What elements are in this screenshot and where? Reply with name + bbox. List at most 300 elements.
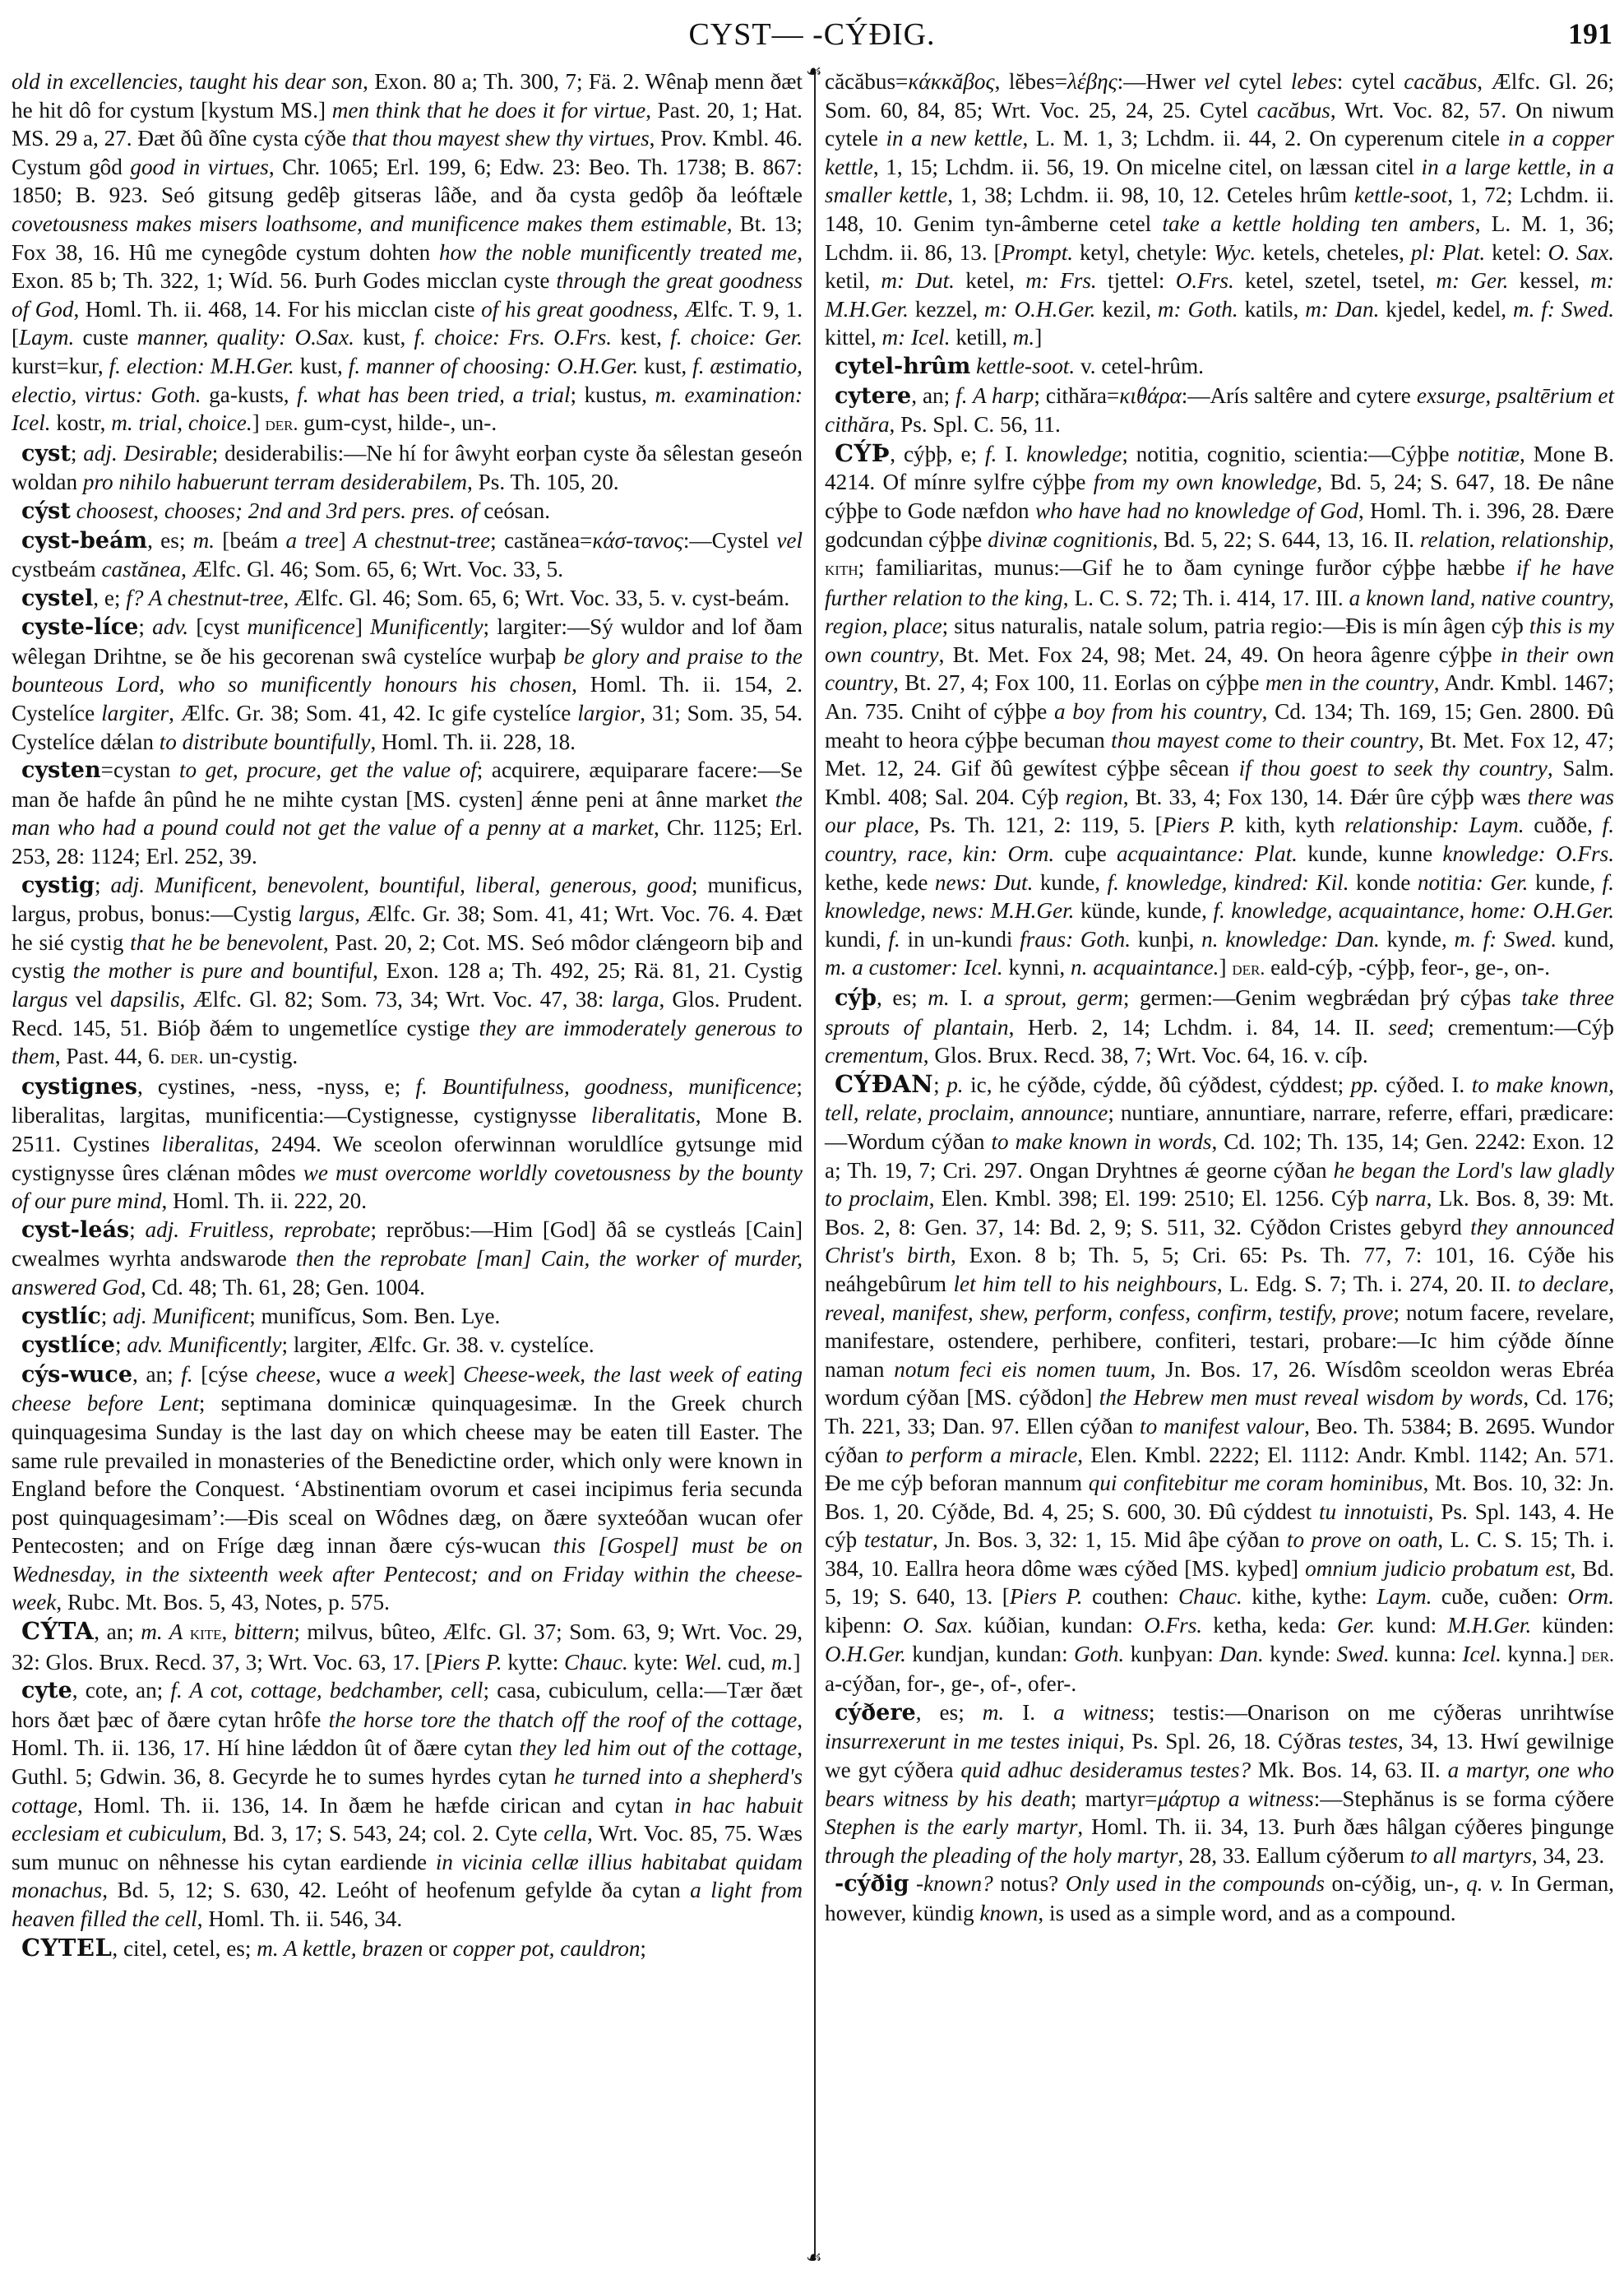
entry-text: [beám [215,527,286,553]
entry-text: : cytel [1336,69,1404,94]
entry-text: kurst=kur, [12,353,109,378]
entry-italic-text: largiter [101,701,169,726]
entry-text: cud, [722,1649,772,1675]
entry-text: kithe, kythe: [1242,1584,1377,1610]
entry-italic-text: in vicinia cellæ illius habitabat quidam monachus [12,1849,803,1903]
entry-italic-text: in a new kettle [886,126,1023,151]
entry-italic-text: vel [1204,69,1230,94]
entry-italic-text: m: M.H.Ger. [825,268,1614,322]
entry-italic-text: quid adhuc desideramus testes? [960,1758,1252,1783]
entry-italic-text: cacăbus [1404,69,1478,94]
entry-text: , Homl. Th. ii. 34, 13. Þurh ðæs hâlgan cýðeres þingunge [1077,1814,1614,1840]
entry-text: kunde, kunne [1297,841,1443,867]
entry-italic-text: adv. Munificently [127,1332,282,1358]
entry-italic-text: O.Frs. [1175,268,1234,294]
headword: cyst-leás [21,1216,130,1243]
entry-italic-text: n. knowledge: Dan. [1201,926,1380,952]
entry-italic-text: Wel. [683,1649,723,1675]
entry-italic-text: fraus: Goth. [1020,926,1131,952]
entry-text: ; [94,872,111,897]
entry-text: ; [129,1216,146,1242]
entry-text: kundjan, kundan: [905,1641,1075,1666]
entry-italic-text: adj. Munificent [113,1303,250,1328]
entry-text: kund, [1557,926,1614,952]
entry-italic-text: Laym. [19,325,75,350]
entry-italic-text: the man who had a pound could not get the value of a penny at a market [12,786,803,841]
entry-italic-text: notitia: Ger. [1417,869,1529,895]
entry-text: , Mone B. 2511. Cystines [12,1103,803,1156]
entry-text: kynni, [1002,955,1071,980]
entry-text: , Lk. Bos. 8, 39: Mt. Bos. 2, 8: Gen. 37, 14: Bd. 2, 9; S. 511, 32. Cýðdon Cristes gebyrd [825,1186,1614,1239]
entry-italic-text: relationship: Laym. [1344,813,1525,838]
entry-italic-text: m. f: Swed. [1512,296,1614,322]
entry-text: , Wrt. Voc. 85, 75. Wæs sum munuc on nêhnesse his cytan eardiende [12,1821,803,1874]
entry-text: , wuce [315,1361,385,1387]
entry-text: , Mone B. 4214. Of mínre sylfre cýþþe [825,441,1614,495]
entry-text: , cote, an; [72,1678,171,1703]
entry-text: künde, kunde, [1074,898,1214,924]
entry-text: , Bt. Met. Fox 24, 98; Met. 24, 49. On heora âgenre cýþþe [938,642,1501,667]
entry-text: ] [447,1361,464,1387]
top-ornament-icon: ☙ [806,61,822,81]
entry-italic-text: knowledge [1026,441,1122,466]
entry-italic-text: adv. [152,614,189,640]
entry-text: , Jn. Bos. 3, 32: 1, 15. Mid âþe cýðan [932,1527,1287,1553]
entry-italic-text: pp. [1350,1072,1379,1097]
entry-text: v. cetel-hrûm. [1075,353,1204,378]
headword: cystlíc [21,1303,101,1329]
entry-italic-text: a martyr, one who bears witness by his death [825,1758,1614,1811]
entry-text: ketel, [954,268,1026,294]
entry-italic-text: divinæ cognitionis [988,526,1153,552]
entry-italic-text: if he have further relation to the king [825,555,1615,610]
entry-text: ] [793,1649,801,1675]
entry-italic-text: thou mayest come to their country [1111,727,1418,753]
entry-italic-text: the horse tore the thatch off the roof of the cottage [328,1707,798,1732]
headword: CYTEL [21,1933,113,1962]
entry-italic-text: in hac habuit ecclesiam et cubiculum [12,1792,803,1846]
entry-text: , Ælfc. Gr. 38; Som. 41, 42. Ic gife cystelíce [169,701,578,726]
entry-text: , Glos. Brux. Recd. 38, 7; Wrt. Voc. 64, 16. v. cíþ. [923,1043,1368,1068]
headword: cystel [21,585,94,611]
entry-italic-text: let him tell to his neighbours [953,1271,1217,1296]
entry-text: ketel, szetel, tsetel, [1233,268,1437,294]
entry-italic-text: κάσ-τανος [592,527,683,553]
entry-text: , Past. 20, 2; Cot. MS. Seó môdor clǽngeorn biþ and cystig [12,929,803,984]
entry-italic-text: to distribute bountifully [159,729,371,754]
entry-text: cuððe, [1524,813,1603,838]
entry-italic-text: cella [544,1821,587,1846]
entry-text: , Chr. 1125; Erl. 253, 28: 1124; Erl. 252, 39. [12,815,803,869]
entry-italic-text: soot. [1032,353,1076,378]
entry-text: , Ps. Spl. C. 56, 11. [889,412,1061,438]
entry-text: ; notum facere, revelare, manifestare, ostendere, perhibere, confiteri, testari, probare:—Ic him cýðde ðínne naman [825,1299,1614,1382]
headword: cytere [835,382,912,409]
entry-italic-text: copper pot, cauldron [452,1935,641,1961]
entry-italic-text: to make known, tell, relate, proclaim, announce [825,1072,1614,1126]
dictionary-entry [825,984,1614,1070]
entry-text: , Beo. Th. 5384; B. 2695. Wundor cýðan [825,1413,1615,1467]
dictionary-entry [12,584,803,614]
entry-italic-text: lebes [1290,69,1337,94]
entry-italic-text: a week [384,1361,448,1387]
entry-text: kunþi, [1131,926,1202,952]
running-head: CYST— -CÝÐIG. [688,17,936,52]
entry-italic-text: kettle [1353,183,1403,208]
entry-text: in un-kundi [900,926,1020,952]
entry-italic-text: f. knowledge, kindred: Kil. [1107,869,1349,895]
entry-text: , Bt. 27, 4; Fox 100, 11. Eorlas on cýþþe [893,670,1265,696]
entry-italic-text: m. A [141,1619,183,1645]
entry-text: :—Cystel [682,527,777,553]
entry-text: , Bd. 3, 17; S. 543, 24; col. 2. Cyte [221,1821,544,1846]
entry-text: , Ps. Spl. 143, 4. He cýþ [825,1499,1615,1553]
entry-text: , 34, 13. Hwí gewilnige we gyt cýðera [825,1729,1614,1783]
entry-italic-text: Goth. [1074,1641,1125,1666]
entry-text: kust, [638,353,693,378]
entry-text: cýðed. I. [1378,1072,1472,1097]
entry-text: kezil, [1095,296,1158,322]
entry-italic-text: f. æstimatio, electio, virtus: Goth. [12,353,803,407]
entry-text: , lĕbes= [994,69,1068,94]
entry-text: ; martyr= [1070,1786,1158,1811]
headword: cyst-beám [21,527,148,554]
entry-italic-text: Laym. [1376,1584,1432,1610]
entry-italic-text: Prompt. [1001,239,1074,265]
entry-italic-text: O.Frs. [1144,1613,1203,1638]
entry-italic-text: Piers P. [1009,1584,1083,1610]
entry-text: , es; [915,1699,983,1725]
small-caps-abbr: der. [265,414,298,436]
entry-italic-text: a boy from his country [1053,699,1262,725]
entry-text: ; familiaritas, munus:—Gif he to ðam cyninge furðor cýþþe hæbbe [858,555,1516,581]
entry-text: ; [138,614,153,640]
entry-text: custe [74,325,137,350]
entry-text: :—Stephănus is se forma cýðere [1313,1786,1614,1811]
entry-italic-text: bittern [234,1619,294,1645]
entry-text: , 28, 33. Eallum cýðerum [1178,1842,1410,1868]
entry-italic-text: we must overcome worldly covetousness by the bounty of our pure mind [12,1160,803,1214]
entry-italic-text: cacăbus [1256,97,1330,123]
entry-text: kyte: [627,1649,684,1675]
entry-italic-text: seed [1388,1014,1428,1040]
dictionary-entry [12,756,803,870]
entry-text: gum-cyst, hilde-, un-. [298,410,497,436]
entry-text: , Ælfc. T. 9, 1. [ [12,296,803,350]
entry-italic-text: insurrexerunt in me testes iniqui [825,1729,1119,1754]
entry-italic-text: Piers P. [1162,813,1236,838]
entry-italic-text: m. f: Swed. [1454,926,1557,952]
entry-text: ] [354,614,371,640]
dictionary-entry [12,1072,803,1216]
entry-italic-text: to perform a miracle [886,1442,1078,1467]
headword: cystignes [21,1073,137,1100]
entry-text: , Homl. Th. ii. 546, 34. [197,1906,403,1931]
entry-text: ] [1219,955,1233,980]
entry-text: , Bt. 13; Fox 38, 16. Hû me cynegôde cystum dohten [12,211,803,265]
entry-continuation [825,67,1614,352]
entry-italic-text: tu innotuisti [1318,1499,1428,1524]
dictionary-entry [12,1617,803,1676]
entry-text: , Homl. Th. ii. 136, 17. Hí hine lǽddon ût of ðære cytan [12,1707,803,1761]
entry-text: , Cd. 176; Th. 221, 33; Dan. 97. Ellen cýðan [825,1385,1614,1438]
small-caps-abbr: kite [189,1623,222,1645]
entry-text: ketels, cheteles, [1256,239,1411,265]
entry-text: , Elen. Kmbl. 2222; El. 1112: Andr. Kmbl. 1142; An. 571. Ðe me cýþ beforan mannum [825,1442,1614,1496]
headword: -cýðig [835,1871,909,1897]
entry-text: ketha, keda: [1202,1613,1338,1638]
dictionary-entry [825,1070,1614,1698]
entry-text: ; nuntiare, annuntiare, narrare, referre, effari, prædicare:—Wordum cýðan [825,1100,1614,1154]
entry-text: , Exon. 128 a; Th. 492, 25; Rä. 81, 21. Cystig [372,958,803,984]
dictionary-entry [825,1698,1614,1870]
entry-text: , 1, 38; Lchdm. ii. 98, 10, 12. Ceteles hrûm [947,183,1354,208]
entry-italic-text: from my own knowledge [1093,470,1317,495]
entry-text: künden: [1531,1613,1615,1638]
entry-italic-text: n. acquaintance. [1071,955,1219,980]
entry-text: Mk. Bos. 14, 63. II. [1251,1758,1448,1783]
entry-text: kynde, [1379,926,1455,952]
entry-text: cystbeám [12,557,102,582]
entry-italic-text: testes [1348,1729,1398,1754]
entry-text: :—Hwer [1117,69,1205,94]
entry-italic-text: pl: Plat. [1410,239,1486,265]
entry-text: , Cd. 48; Th. 61, 28; Gen. 1004. [140,1274,425,1299]
entry-italic-text: f. Bountifulness, goodness, munificence [415,1073,797,1099]
entry-text: ; munificus, largus, probus, bonus:—Cystig [12,872,803,927]
entry-text: , Ps. Spl. 26, 18. Cýðras [1118,1729,1349,1754]
entry-text [909,1871,916,1896]
entry-italic-text: Dan. [1219,1641,1264,1666]
entry-italic-text: relation, relationship [1419,526,1609,552]
entry-italic-text: f. what has been tried, a trial [297,382,571,407]
entry-italic-text: largus [12,987,68,1012]
entry-italic-text: known [979,1901,1039,1925]
entry-text: , 2494. We sceolon oferwinnan woruldlíce gytsunge mid cystignysse ûres clǽnan môdes [12,1131,803,1185]
entry-italic-text: Chauc. [564,1649,628,1675]
entry-text: , Herb. 2, 14; Lchdm. i. 84, 14. II. [1008,1014,1389,1040]
entry-text: , Jn. Bos. 17, 26. Wísdôm sceoldon weras Ebréa wordum cýðan [MS. cýðdon] [825,1356,1614,1411]
entry-text: kytte: [502,1649,565,1675]
entry-italic-text: m. [192,527,215,553]
entry-italic-text: m. trial, choice. [111,410,252,436]
entry-text [71,498,76,523]
entry-italic-text: exsurge, psaltērium et cithăra [825,382,1615,438]
headword: cysten [21,757,101,784]
entry-text: [cýse [192,1361,257,1387]
entry-text: , L. M. 1, 3; Lchdm. ii. 44, 2. On cyperenum citele [1022,126,1508,151]
entry-text: ; septimana dominicæ quinquagesimæ. In the Greek church quinquagesima Sunday is the last day on which cheese may be eaten till Easter. The same rule prevailed in monasteries of the Benedictine order, which only were known in England before the Conquest. ‘Abstinentiam ovorum et casei incipimus feria secunda post quinquagesimam’:—Ðis sceal on Wôdnes dæg, on ðære syxteóðan wucan ofer Pentecosten; and on Fríge dæg innan ðære cýs-wucan [12,1391,803,1559]
entry-text: ; [933,1072,947,1097]
entry-text: , Homl. Th. ii. 468, 14. For his micclan ciste [73,296,482,322]
entry-italic-text: f. choice: Frs. O.Frs. [414,325,613,350]
entry-text: , [221,1619,234,1645]
entry-italic-text: that thou mayest shew thy virtues [351,126,650,151]
entry-italic-text: qui confitebitur me coram hominibus [1088,1471,1423,1496]
entry-text: , an; [132,1361,182,1387]
entry-text [183,1619,190,1644]
entry-italic-text: f. [181,1361,193,1387]
entry-italic-text: m. [1012,325,1035,350]
dictionary-entry [12,439,803,497]
entry-text: =cystan [100,757,179,783]
entry-italic-text: notum feci eis nomen tuum [894,1356,1150,1382]
entry-text: ; [100,1303,113,1328]
entry-text: , 1, 15; Lchdm. ii. 56, 19. On micelne citel, on læssan citel [872,154,1422,179]
entry-text: ; largiter, Ælfc. Gr. 38. v. cystelíce. [281,1332,595,1358]
headword: cýðere [835,1699,916,1726]
entry-text: ic, he cýðde, cýdde, ðû cýðdest, cýddest; [963,1072,1351,1097]
dictionary-entry [12,526,803,584]
entry-text: , Bd. 5, 19; S. 640, 13. [ [825,1555,1614,1610]
entry-italic-text: Swed. [1336,1641,1390,1666]
column-divider [814,69,816,2257]
entry-italic-text: news: Dut. [934,869,1034,895]
entry-text: , cýþþ, e; [890,441,986,466]
entry-text: I. [949,985,983,1010]
entry-text: ; situs naturalis, natale solum, patria regio:—Ðis is mín âgen cýþ [942,614,1529,639]
entry-text: , Chr. 1065; Erl. 199, 6; Edw. 23: Beo. Th. 1738; B. 867: 1850; B. 923. Seó gitsung gedêþ gitseras lâðe, and ða cysta gedôþ ða leóftæle [12,154,803,208]
entry-text: kittel, [825,325,882,350]
small-caps-abbr: der. [170,1047,204,1069]
entry-text: [cyst [188,614,248,640]
entry-italic-text: crementum [825,1043,923,1068]
entry-italic-text: m. examination: Icel. [12,382,803,436]
entry-italic-text: A chestnut-tree [353,527,491,553]
entry-text: kith, kyth [1235,813,1345,838]
entry-text: - [1402,183,1410,208]
entry-italic-text: m: Ger. [1436,268,1509,294]
entry-italic-text: O. Sax. [902,1613,974,1638]
entry-text: ; casa, cubiculum, cella:—Tær ðæt hors ðæt þæc of ðære cytan hrôfe [12,1678,803,1732]
entry-text: ; largiter:—Sý wuldor and lof ðam wêlegan Drihtne, se ðe his gecorenan swâ cystelíce wurþaþ [12,614,803,669]
entry-italic-text: larga [611,987,659,1012]
entry-text: kynde: [1263,1641,1337,1666]
entry-text: ; kustus, [570,382,655,407]
entry-italic-text: m: Icel. [881,325,951,350]
entry-italic-text: m. [928,985,950,1010]
entry-text: , L. M. 1, 36; Lchdm. ii. 86, 13. [ [825,211,1614,265]
entry-text: konde [1349,869,1418,895]
entry-italic-text: vel [776,527,803,553]
dictionary-entry [825,352,1614,382]
entry-italic-text: he turned into a shepherd's cottage [12,1764,803,1818]
entry-italic-text: Icel. [1462,1641,1501,1666]
headword: cýþ [835,985,877,1011]
entry-text: kynna.] [1501,1641,1581,1666]
entry-italic-text: men in the country [1265,670,1434,696]
entry-italic-text: adj. Fruitless, reprobate [145,1216,371,1242]
entry-italic-text: they announced Christ's birth [825,1214,1614,1268]
entry-italic-text: of his great goodness [481,296,673,322]
entry-text: , Homl. Th. ii. 222, 20. [161,1188,367,1214]
entry-text: , Glos. Prudent. Recd. 145, 51. Bióþ ðǽm to ungemetlíce cystige [12,987,803,1040]
entry-text: ; liberalitas, largitas, munificentia:—Cystignesse, cystignysse [12,1073,803,1128]
entry-italic-text: manner, quality: O.Sax. [136,325,354,350]
entry-text: cuðe, cuðen: [1432,1584,1568,1610]
entry-italic-text: through the great goodness of God [12,268,803,322]
entry-text: kethe, kede [825,869,935,895]
entry-text: couthen: [1082,1584,1179,1610]
entry-text: ceósan. [478,498,551,523]
entry-italic-text: μάρτυρ a witness [1157,1786,1314,1811]
entry-text: ; testis:—Onarison on me cýðeras unrihtwíse [1148,1699,1614,1725]
entry-text: , Ælfc. Gl. 46; Som. 65, 6; Wrt. Voc. 33, 5. [181,557,564,582]
entry-italic-text: liberalitatis [590,1103,696,1128]
entry-text: ; reprŏbus:—Him [God] ðâ se cystleás [Cain] cwealmes wyrhta andswarode [12,1216,803,1272]
entry-italic-text: to all martyrs [1409,1842,1532,1868]
entry-text: , Cd. 102; Th. 135, 14; Gen. 2242: Exon. 12 a; Th. 19, 7; Cri. 297. Ongan Dryhtnes ǽ georne cýðan [825,1128,1614,1183]
dictionary-entry [12,871,803,1072]
entry-text: , an; [911,382,956,408]
entry-text: , Ælfc. Gl. 82; Som. 73, 34; Wrt. Voc. 47, 38: [179,987,612,1012]
entry-text: , Cd. 134; Th. 169, 15; Gen. 2800. Ðû meaht to heora cýþþe becuman [825,699,1614,753]
entry-italic-text: f. election: M.H.Ger. [109,353,294,378]
entry-text: kund: [1375,1613,1448,1638]
entry-italic-text: largus [298,901,355,927]
entry-text: ; castănea= [490,527,593,553]
entry-italic-text: omnium judicio probatum est [1305,1555,1571,1581]
dictionary-entry [12,613,803,756]
entry-text: kjedel, kedel, [1379,296,1513,322]
entry-text: , an; [94,1619,141,1645]
entry-text: or [423,1935,453,1961]
entry-text: , Homl. Th. ii. 228, 18. [370,729,576,754]
entry-italic-text: soot [1409,183,1448,208]
entry-italic-text: f. A cot, cottage, bedchamber, cell [170,1678,483,1703]
entry-italic-text: the Hebrew men must reveal wisdom by words [1099,1385,1524,1411]
entry-text: kunþyan: [1124,1641,1220,1666]
entry-text: , Guthl. 5; Gdwin. 36, 8. Gecyrde he to sumes hyrdes cytan [12,1735,803,1790]
entry-text: , e; [93,585,127,610]
entry-italic-text: f. A harp [955,382,1034,408]
entry-text: , Rubc. Mt. Bos. 5, 43, Notes, p. 575. [56,1590,390,1615]
headword: CÝÞ [835,438,891,467]
entry-text: , Exon. 8 b; Th. 5, 5; Cri. 65: Ps. Th. 77, 7: 101, 16. Cýðe his neáhgebûrum [825,1243,1614,1296]
entry-italic-text: to manifest valour [1140,1413,1305,1438]
left-column [12,67,803,1962]
entry-italic-text: kettle [976,353,1025,378]
entry-text: ; munifĭcus, Som. Ben. Lye. [249,1303,501,1328]
page-header [0,12,1624,61]
entry-italic-text: a sprout, germ [983,985,1123,1010]
headword: cystlíce [21,1332,115,1359]
headword: cytel-hrûm [835,353,971,379]
right-column [825,67,1614,1928]
entry-italic-text: if thou goest to seek thy country [1238,756,1548,781]
entry-text: , Ælfc. Gr. 38; Som. 41, 41; Wrt. Voc. 76. 4. Ðæt he sié cystig [12,901,803,955]
entry-italic-text: narra [1375,1186,1427,1211]
dictionary-entry [825,382,1614,439]
entry-italic-text: in their own country [825,642,1615,696]
entry-text: ketyl, chetyle: [1073,239,1215,265]
entry-italic-text: take three sprouts of plantain [825,985,1614,1040]
entry-text: kiþenn: [825,1613,903,1638]
entry-text: ] [1034,325,1043,350]
entry-text: , Homl. Th. i. 396, 28. Ðære godcundan cýþþe [825,498,1614,552]
entry-text: kunde, [1528,869,1603,895]
entry-text: tjettel: [1096,268,1176,294]
entry-italic-text: the mother is pure and bountiful [72,958,373,984]
entry-text: , Prov. Kmbl. 46. Cystum gôd [12,126,803,179]
entry-italic-text: m: Goth. [1157,296,1238,322]
entry-text: kúðian, kundan: [973,1613,1145,1638]
entry-italic-text: old in excellencies, taught his dear son [12,69,363,94]
entry-text: , L. Edg. S. 7; Th. i. 274, 20. II. [1216,1271,1519,1296]
entry-italic-text: a known land, native country, region, place [825,585,1615,639]
headword: cystig [21,872,95,898]
entry-text: , Ælfc. Gl. 46; Som. 65, 6; Wrt. Voc. 33, 5. v. cyst-beám. [283,585,790,610]
